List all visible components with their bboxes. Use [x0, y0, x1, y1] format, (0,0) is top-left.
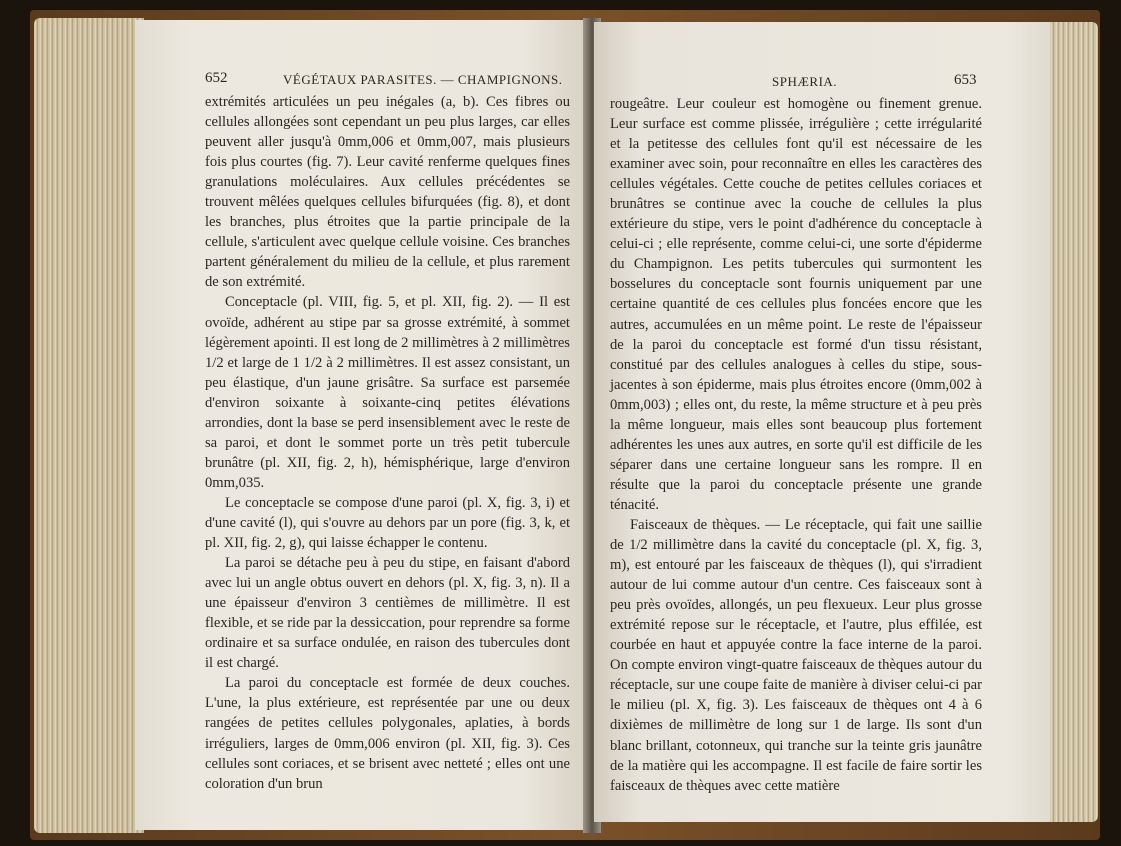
paragraph: Conceptacle (pl. VIII, fig. 5, et pl. XII, fig. 2). — Il est ovoïde, adhérent au stipe par sa grosse extrémité, à sommet légèrement apointi. Il est long de 2 millimètres à 2 millimètres 1/2 et large de 1 1/2 à 2 millimètres. Il est assez consistant, un peu élastique, d'un jaune grisâtre. Sa surface est parsemée d'environ soixante à soixante-cinq petites élévations arrondies, dont la base se perd insensiblement avec le reste de sa paroi, et dont le sommet porte un très petit tubercule brunâtre (pl. XII, fig. 2, h), hémisphérique, large d'environ 0mm,035. [205, 294, 570, 491]
body-text [205, 92, 570, 794]
page-number: 652 [205, 70, 228, 86]
page-edges-left [34, 18, 144, 833]
body-text [610, 94, 982, 796]
paragraph: La paroi se détache peu à peu du stipe, en faisant d'abord avec lui un angle obtus ouvert en dehors (pl. X, fig. 3, n). Il a une épaisseur d'environ 3 centièmes de millimètre. Il est flexible, et se ride par la dessiccation, pour reprendre sa forme ordinaire et sa surface ondulée, en raison des tubercules dont il est chargé. [205, 555, 570, 672]
paragraph: La paroi du conceptacle est formée de deux couches. L'une, la plus extérieure, est représentée par une ou deux rangées de petites cellules polygonales, aplaties, à bords irréguliers, larges de 0mm,006 environ (pl. XII, fig. 3). Ces cellules sont coriaces, et se brisent avec netteté ; elles ont une coloration d'un brun [205, 675, 570, 792]
running-header: SPHÆRIA. [772, 74, 838, 89]
page-number: 653 [954, 72, 977, 88]
right-page [594, 22, 1050, 822]
left-page [135, 20, 590, 830]
running-header: VÉGÉTAUX PARASITES. — CHAMPIGNONS. [283, 72, 563, 87]
paragraph: extrémités articulées un peu inégales (a, b). Ces fibres ou cellules allongées sont cependant un peu plus larges, car elles peuvent aller jusqu'à 0mm,006 et 0mm,007, mais plusieurs fois plus courtes (fig. 7). Leur cavité renferme quelques fines granulations moléculaires. Aux cellules précédentes se trouvent mêlées quelques cellules bifurquées (fig. 8), et dont les branches, plus étroites que la partie principale de la cellule, s'articulent avec quelque cellule voisine. Ces branches partent généralement du milieu de la cellule, et plus rarement de son extrémité. [205, 94, 570, 291]
paragraph: rougeâtre. Leur couleur est homogène ou finement grenue. Leur surface est comme plissée, irrégulière ; cette irrégularité et la petitesse des cellules font qu'il est nécessaire de les examiner avec soin, pour reconnaître en elles les caractères des cellules végétales. Cette couche de petites cellules coriaces et brunâtres se continue avec la couche de cellules la plus extérieure du stipe, vers le point d'adhérence du conceptacle à celui-ci ; elle représente, comme celui-ci, une sorte d'épiderme du Champignon. Les petits tubercules qui surmontent les bosselures du conceptacle sont fournis uniquement par une certaine quantité de ces cellules plus foncées encore que les autres, accumulées en un même point. Le reste de l'épaisseur de la paroi du conceptacle est formé d'un tissu résistant, constitué par des cellules analogues à celles du stipe, sous-jacentes à son épiderme, mais plus étroites encore (0mm,002 à 0mm,003) ; elles ont, du reste, la même structure et à peu près la même longueur, mais elles sont beaucoup plus fortement adhérentes les unes aux autres, en sorte qu'il est difficile de les séparer dans une certaine longueur sans les rompre. Il en résulte que la paroi du conceptacle présente une grande ténacité. [610, 96, 982, 513]
paragraph: Faisceaux de thèques. — Le réceptacle, qui fait une saillie de 1/2 millimètre dans la cavité du conceptacle (pl. X, fig. 3, m), est entouré par les faisceaux de thèques (l), qui s'irradient autour de lui comme autour d'un centre. Ces faisceaux sont à peu près ovoïdes, allongés, un peu flexueux. Leur plus grosse extrémité repose sur le réceptacle, et l'autre, plus effilée, est courbée en haut et appuyée contre la face interne de la paroi. On compte environ vingt-quatre faisceaux de thèques autour du réceptacle, sur une coupe faite de manière à diviser celui-ci par le milieu (pl. X, fig. 3). Les faisceaux de thèques ont 4 à 6 dixièmes de millimètre de long sur 1 de large. Ils sont d'un blanc brillant, cotonneux, qui tranche sur la teinte gris jaunâtre de la matière qui les accompagne. Il est facile de faire sortir les faisceaux de thèques avec cette matière [610, 516, 982, 794]
paragraph: Le conceptacle se compose d'une paroi (pl. X, fig. 3, i) et d'une cavité (l), qui s'ouvre au dehors par un pore (fig. 3, k, et pl. XII, fig. 2, g), qui laisse échapper le contenu. [205, 494, 570, 552]
